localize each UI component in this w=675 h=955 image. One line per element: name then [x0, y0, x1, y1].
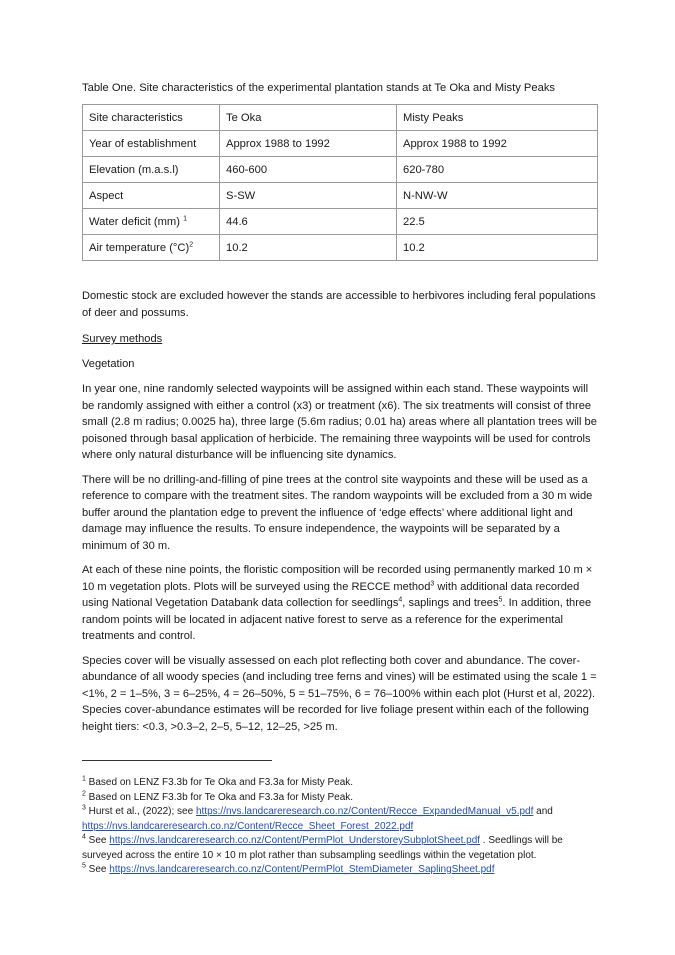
misty-peaks-cell: N-NW-W — [397, 183, 598, 209]
footnote-4: $^4$ See https://nvs.landcareresearch.co.nz/Content/PermPlot_UnderstoreySubplotSheet.pdf . Seedlings will be — [82, 833, 563, 846]
site-characteristics-table — [82, 104, 598, 261]
understorey-subplot-link[interactable]: https://nvs.landcareresearch.co.nz/Content/PermPlot_UnderstoreySubplotSheet.pdf — [109, 835, 481, 846]
recce-sheet-link[interactable]: https://nvs.landcareresearch.co.nz/Content/Recce_Sheet_Forest_2022.pdf — [82, 820, 414, 832]
header-cell: Te Oka — [220, 105, 397, 131]
footnote-ref: 2 — [189, 240, 194, 248]
footnote-2: $^2$ Based on LENZ F3.3b for Te Oka and F3.3a for Misty Peak. — [82, 790, 354, 803]
header-cell: Misty Peaks — [397, 105, 598, 131]
table-caption: Table One. Site characteristics of the experimental plantation stands at Te Oka and Misty Peaks — [82, 82, 556, 94]
row-label: Elevation (m.a.s.l) — [83, 157, 220, 183]
row-label: Air temperature $(^\circ C)^2$ — [83, 235, 220, 261]
footnotes — [82, 776, 602, 878]
table-row — [83, 157, 598, 183]
table-row — [83, 183, 598, 209]
paragraph-waypoints: In year one, nine randomly selected waypoints will be assigned within each stand. These waypoints will be randomly assigned with either a control (x3) or treatment (x6). The six treatments will consist of three small (2.8 m radius; 0.0025 ha), three large (5.6m radius; 0.01 ha) areas where all plantation trees will be poisoned through basal application of herbicide. The remaining three waypoints will be used for controls where only natural disturbance will be influencing site dynamics. — [82, 383, 597, 461]
misty-peaks-cell: Approx 1988 to 1992 — [397, 131, 598, 157]
paragraph-species-cover: Species cover will be visually assessed on each plot reflecting both cover and abundance. The cover-abundance of all woody species (and including tree ferns and vines) will be estimated using the scale 1 = <1%, 2 = 1–5%, 3 = 6–25%, 4 = 26–50%, 5 = 51–75%, 6 = 76–100% within each plot (Hurst et al, 2022). Species cover-abundance estimates will be recorded for live foliage present within each of the following height tiers: <0.3, >0.3–2, 2–5, 5–12, 12–25, >25 m. — [82, 654, 597, 733]
footnote-ref: 3 — [430, 579, 435, 587]
footnote-ref: 1 — [183, 214, 187, 222]
footnote-ref: 4 — [398, 596, 403, 604]
row-label: Aspect — [83, 183, 220, 209]
stem-diameter-link[interactable]: https://nvs.landcareresearch.co.nz/Content/PermPlot_StemDiameter_SaplingSheet.pdf — [109, 864, 495, 875]
document-page — [82, 80, 598, 735]
paragraph-control-sites: There will be no drilling-and-filling of pine trees at the control site waypoints and these will be used as a reference to compare with the treatment sites. The random waypoints will be excluded from a 30 m wide buffer around the plantation edge to prevent the influence of ‘edge effects’ where additional light and damage may influence the results. To ensure independence, the waypoints will be separated by a minimum of 30 m. — [82, 473, 593, 552]
header-cell: Site characteristics — [83, 105, 220, 131]
footnote-ref: 5 — [498, 596, 503, 604]
vegetation-heading: Vegetation — [82, 357, 135, 370]
te-oka-cell: 44.6 — [220, 209, 397, 235]
paragraph-domestic-stock: Domestic stock are excluded however the stands are accessible to herbivores including feral populations of deer and possums. — [82, 290, 596, 319]
te-oka-cell: S-SW — [220, 183, 397, 209]
misty-peaks-cell: 22.5 — [397, 209, 598, 235]
misty-peaks-cell: 620-780 — [397, 157, 598, 183]
te-oka-cell: 10.2 — [220, 235, 397, 261]
table-row — [83, 131, 598, 157]
paragraph-floristic-composition: At each of these nine points, the floristic composition will be recorded using permanently marked 10 m × 10 m vegetation plots. Plots will be surveyed using the RECCE method$^3$ with additional data recorded using National Vegetation Databank data collection for seedlings$^4$, saplings and trees$^5$. In addition, three random points will be located in adjacent native forest to serve as a reference for the experimental treatments and control. — [82, 564, 593, 642]
footnote-1: $^1$ Based on LENZ F3.3b for Te Oka and F3.3a for Misty Peak. — [82, 775, 354, 788]
table-row — [83, 209, 598, 235]
survey-methods-heading: Survey methods — [82, 333, 163, 345]
footnote-4-continued: surveyed across the entire 10 × 10 m plot rather than subsampling seedlings within the vegetation plot. — [82, 849, 537, 861]
recce-manual-link[interactable]: https://nvs.landcareresearch.co.nz/Content/Recce_ExpandedManual_v5.pdf — [195, 806, 534, 817]
te-oka-cell: Approx 1988 to 1992 — [220, 131, 397, 157]
misty-peaks-cell: 10.2 — [397, 235, 598, 261]
row-label: Year of establishment — [83, 131, 220, 157]
footnote-5: $^5$ See https://nvs.landcareresearch.co.nz/Content/PermPlot_StemDiameter_SaplingSheet.pdf — [82, 862, 495, 875]
footnote-3: $^3$ Hurst et al., (2022); see https://nvs.landcareresearch.co.nz/Content/Recce_ExpandedManual_v5.pdf and — [82, 804, 553, 817]
table-row — [83, 235, 598, 261]
footnote-3-continued — [82, 820, 602, 835]
table-header-row — [83, 105, 598, 131]
row-label: Water deficit (mm) $^1$ — [83, 209, 220, 235]
footnote-separator — [82, 760, 272, 761]
te-oka-cell: 460-600 — [220, 157, 397, 183]
